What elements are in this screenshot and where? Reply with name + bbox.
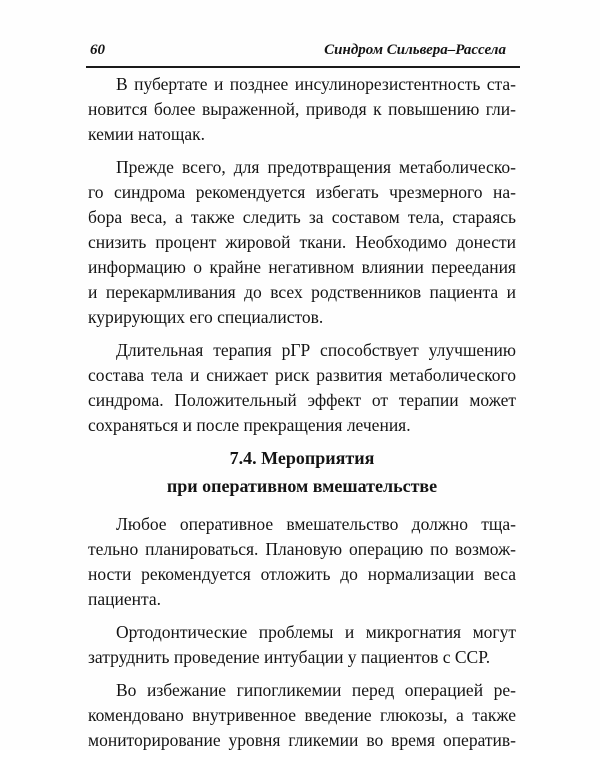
text-line: синдрома. Положительный эффект от терапии может [88,390,516,410]
text-line: и перекармливания до всех родственников пациента и [88,282,516,302]
text-line: ности рекомендуется отложить до нормализации веса [88,564,516,584]
text-line: снизить процент жировой ткани. Необходимо донести [88,232,516,252]
text-line: го синдрома рекомендуется избегать чрезмерного на- [88,182,516,202]
paragraph [88,338,516,438]
text-line: новится более выраженной, приводя к повышению гли- [88,99,516,119]
text-line: Любое оперативное вмешательство должно тща- [116,514,516,534]
text-line: Ортодонтические проблемы и микрогнатия могут [116,622,516,642]
text-line: пациента. [88,589,161,609]
section-heading-line: 7.4. Мероприятия [229,448,375,468]
text-line: бора веса, а также следить за составом тела, стараясь [88,207,516,227]
section-heading [88,444,516,500]
text-line: информацию о крайне негативном влиянии переедания [88,257,516,277]
paragraph [88,620,516,670]
text-line: затруднить проведение интубации у пациентов с ССР. [88,647,491,667]
text-line: курирующих его специалистов. [88,307,324,327]
page-number: 60 [90,42,105,58]
running-title: Синдром Сильвера–Рассела [324,42,506,58]
text-line: комендовано внутривенное введение глюкозы, а также [88,705,516,725]
text-line: Длительная терапия рГР способствует улучшению [116,340,516,360]
text-line: состава тела и снижает риск развития метаболического [88,365,516,385]
text-block-top [88,72,516,446]
running-head [86,40,520,64]
header-rule [86,66,520,68]
text-line: Во избежание гипогликемии перед операцией ре- [116,680,516,700]
text-line: тельно планироваться. Плановую операцию по возмож- [88,539,516,559]
paragraph [88,155,516,330]
text-line: В пубертате и позднее инсулинорезистентность ста- [116,74,516,94]
text-line: Прежде всего, для предотвращения метаболическо- [116,157,516,177]
text-line: сохраняться и после прекращения лечения. [88,415,411,435]
text-line: кемии натощак. [88,124,205,144]
text-block-bottom [88,512,516,761]
paragraph [88,72,516,147]
paragraph [88,512,516,612]
paragraph [88,678,516,753]
section-heading-line: при оперативном вмешательстве [166,476,438,496]
text-line: мониторирование уровня гликемии во время оператив- [88,730,516,750]
